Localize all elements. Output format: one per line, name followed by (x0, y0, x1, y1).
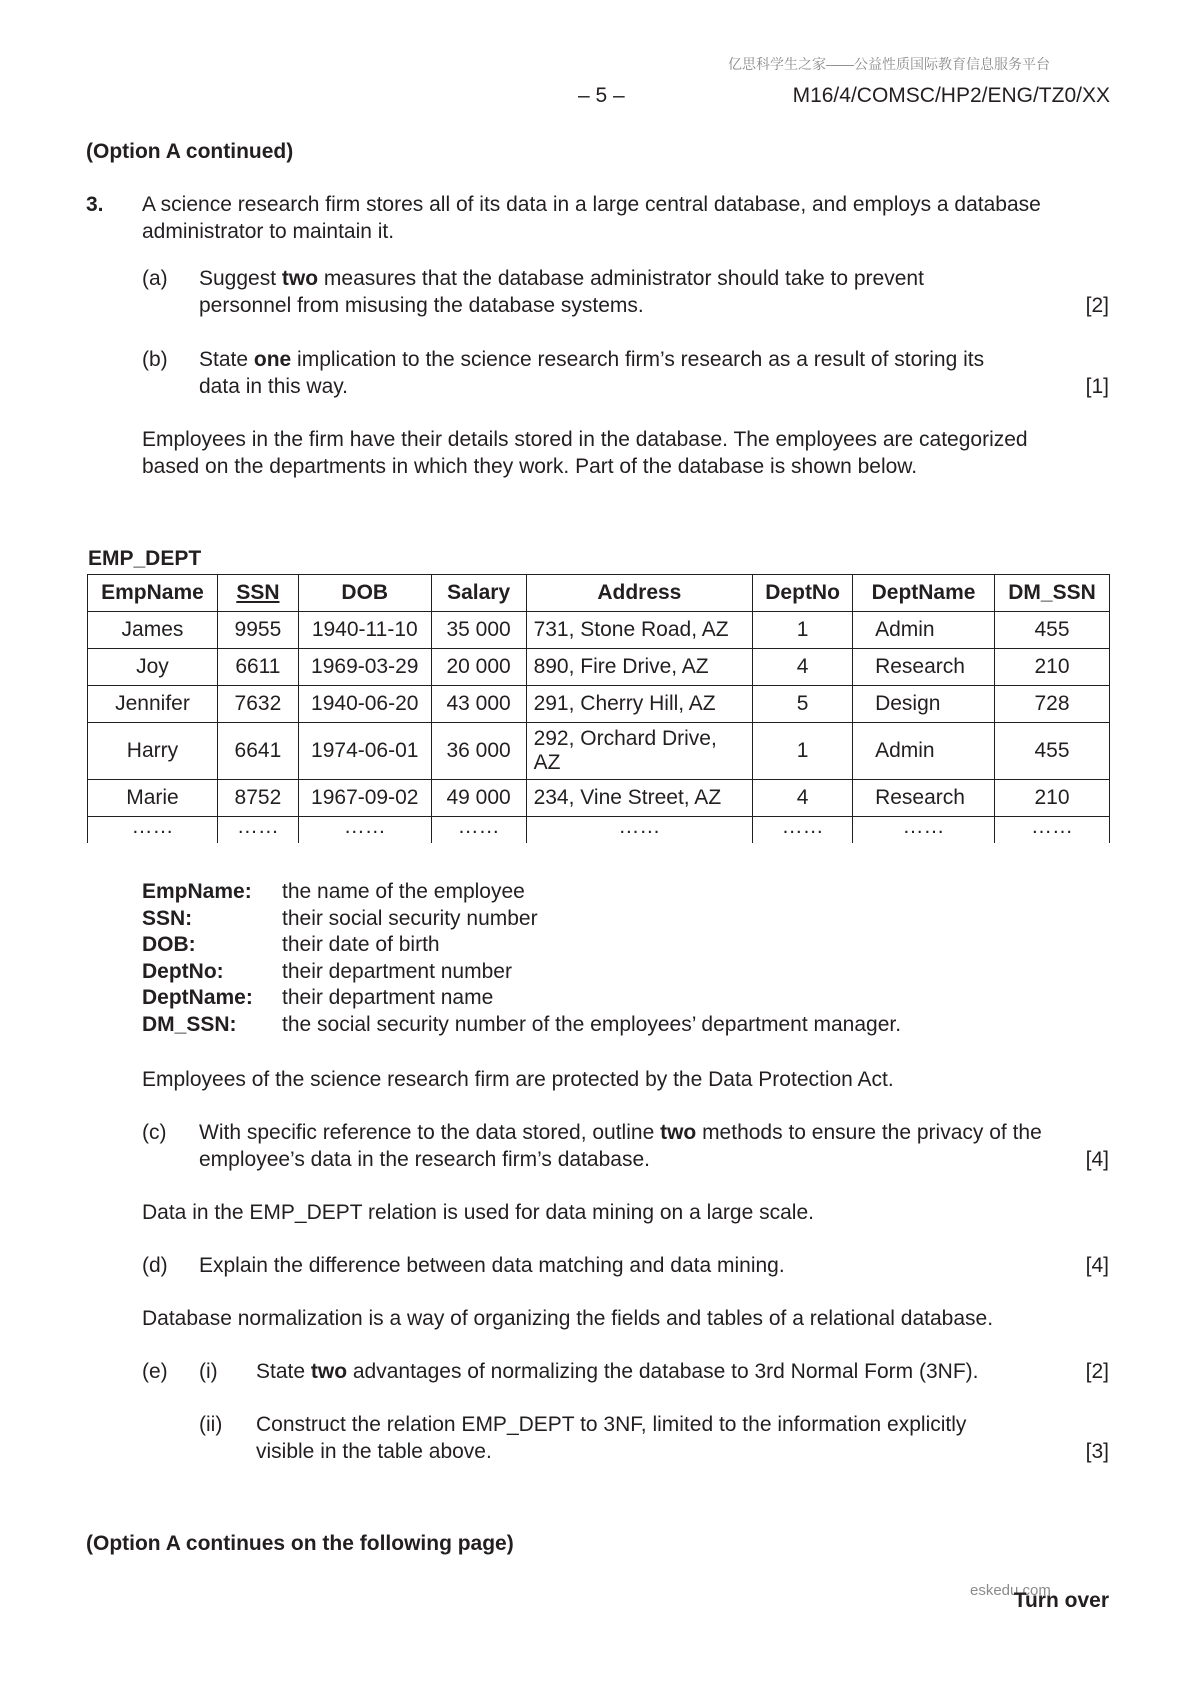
cell: 6611 (217, 649, 298, 686)
cell: Harry (88, 723, 218, 780)
part-d-marks: [4] (1085, 1254, 1109, 1277)
cell: 210 (995, 780, 1110, 817)
part-c-label: (c) (142, 1121, 167, 1144)
part-e-ii-label: (ii) (199, 1413, 223, 1436)
ellipsis-cell: …… (526, 817, 753, 844)
col-header-address: Address (526, 575, 753, 612)
definition-item (142, 984, 901, 1011)
question-number: 3. (86, 193, 104, 216)
col-header-deptname: DeptName (853, 575, 995, 612)
cell: 210 (995, 649, 1110, 686)
cell: 8752 (217, 780, 298, 817)
part-e-i-marks: [2] (1085, 1360, 1109, 1383)
cell: 43 000 (431, 686, 526, 723)
part-e-ii-marks: [3] (1085, 1440, 1109, 1463)
cell: 1969-03-29 (298, 649, 431, 686)
cell: 6641 (217, 723, 298, 780)
turn-over: Turn over (1013, 1589, 1109, 1612)
part-e-ii-text: Construct the relation EMP_DEPT to 3NF, limited to the information explicitly visible in the table above. (256, 1413, 967, 1463)
watermark-top: 亿思科学生之家——公益性质国际教育信息服务平台 (728, 56, 1050, 72)
definition-item (142, 1011, 901, 1038)
ellipsis-cell: …… (217, 817, 298, 844)
ellipsis-cell: …… (298, 817, 431, 844)
cell: 455 (995, 612, 1110, 649)
employees-paragraph: Employees in the firm have their details stored in the database. The employees are categorized based on the departments in which they work. Part of the database is shown below. (142, 428, 1028, 478)
definition-item (142, 958, 901, 985)
definition-term: DeptName: (142, 986, 253, 1009)
page-number: – 5 – (578, 84, 625, 107)
continues-note: (Option A continues on the following page) (86, 1532, 514, 1555)
ellipsis-cell: …… (431, 817, 526, 844)
cell: Admin (853, 612, 995, 649)
cell: 1974-06-01 (298, 723, 431, 780)
part-e-i-text: State two advantages of normalizing the database to 3rd Normal Form (3NF). (256, 1360, 979, 1383)
ellipsis-cell: …… (753, 817, 853, 844)
question-intro: A science research firm stores all of its data in a large central database, and employs a database administrator to maintain it. (142, 193, 1041, 243)
definition-desc: the name of the employee (282, 880, 525, 903)
cell: 9955 (217, 612, 298, 649)
ellipsis-cell: …… (88, 817, 218, 844)
cell: 36 000 (431, 723, 526, 780)
cell: 5 (753, 686, 853, 723)
table-header-row (88, 575, 1110, 612)
part-b-label: (b) (142, 348, 168, 371)
cell: Research (853, 780, 995, 817)
part-c-text: With specific reference to the data stored, outline two methods to ensure the privacy of the employee’s data in the research firm’s database. (199, 1121, 1042, 1171)
definition-item (142, 931, 901, 958)
part-b-marks: [1] (1085, 375, 1109, 398)
ellipsis-cell: …… (995, 817, 1110, 844)
part-a-marks: [2] (1085, 294, 1109, 317)
cell: 292, Orchard Drive, AZ (526, 723, 753, 780)
table-row (88, 780, 1110, 817)
part-d-label: (d) (142, 1254, 168, 1277)
cell: 49 000 (431, 780, 526, 817)
definition-desc: their social security number (282, 906, 538, 930)
definition-term: SSN: (142, 906, 193, 930)
cell: 234, Vine Street, AZ (526, 780, 753, 817)
cell: Marie (88, 780, 218, 817)
definition-term: DeptNo: (142, 959, 224, 983)
part-e-label: (e) (142, 1360, 168, 1383)
cell: 7632 (217, 686, 298, 723)
col-header-deptno: DeptNo (753, 575, 853, 612)
cell: Design (853, 686, 995, 723)
cell: James (88, 612, 218, 649)
table-row (88, 649, 1110, 686)
col-header-salary: Salary (431, 575, 526, 612)
definition-desc: their date of birth (282, 933, 440, 956)
cell: 455 (995, 723, 1110, 780)
cell: Research (853, 649, 995, 686)
definition-item (142, 905, 901, 932)
cell: Joy (88, 649, 218, 686)
cell: Jennifer (88, 686, 218, 723)
normalization-paragraph: Database normalization is a way of organizing the fields and tables of a relational database. (142, 1307, 994, 1330)
cell: 890, Fire Drive, AZ (526, 649, 753, 686)
paper-code: M16/4/COMSC/HP2/ENG/TZ0/XX (792, 84, 1110, 107)
definition-term: EmpName: (142, 880, 252, 903)
cell: 1940-11-10 (298, 612, 431, 649)
col-header-dm-ssn: DM_SSN (995, 575, 1110, 612)
part-b-text: State one implication to the science research firm’s research as a result of storing its data in this way. (199, 348, 985, 398)
table-row (88, 686, 1110, 723)
col-header-ssn: SSN (217, 575, 298, 612)
part-e-i-label: (i) (199, 1360, 218, 1383)
data-mining-paragraph: Data in the EMP_DEPT relation is used for data mining on a large scale. (142, 1201, 814, 1224)
cell: 4 (753, 649, 853, 686)
cell: 728 (995, 686, 1110, 723)
col-header-empname: EmpName (88, 575, 218, 612)
table-row (88, 612, 1110, 649)
definition-term: DOB: (142, 933, 196, 956)
part-a-label: (a) (142, 267, 168, 290)
cell: 4 (753, 780, 853, 817)
protection-paragraph: Employees of the science research firm are protected by the Data Protection Act. (142, 1068, 894, 1091)
watermark-site: eskedu.com (970, 1582, 1051, 1599)
definition-item (142, 878, 901, 905)
field-definitions (142, 878, 901, 1037)
table-ellipsis-row (88, 817, 1110, 844)
cell: 731, Stone Road, AZ (526, 612, 753, 649)
ellipsis-cell: …… (853, 817, 995, 844)
cell: 1 (753, 723, 853, 780)
definition-term: DM_SSN: (142, 1012, 237, 1036)
cell: 20 000 (431, 649, 526, 686)
emp-dept-table (87, 574, 1110, 843)
part-a-text: Suggest two measures that the database administrator should take to prevent personnel from misusing the database systems. (199, 267, 924, 317)
table-row (88, 723, 1110, 780)
cell: 291, Cherry Hill, AZ (526, 686, 753, 723)
table-title: EMP_DEPT (88, 547, 202, 570)
part-c-marks: [4] (1085, 1148, 1109, 1171)
definition-desc: their department name (282, 986, 494, 1009)
cell: 1940-06-20 (298, 686, 431, 723)
cell: 1967-09-02 (298, 780, 431, 817)
part-d-text: Explain the difference between data matching and data mining. (199, 1254, 785, 1277)
definition-desc: the social security number of the employees’ department manager. (282, 1012, 902, 1036)
cell: Admin (853, 723, 995, 780)
section-heading: (Option A continued) (86, 140, 294, 163)
cell: 35 000 (431, 612, 526, 649)
cell: 1 (753, 612, 853, 649)
col-header-dob: DOB (298, 575, 431, 612)
definition-desc: their department number (282, 959, 512, 983)
